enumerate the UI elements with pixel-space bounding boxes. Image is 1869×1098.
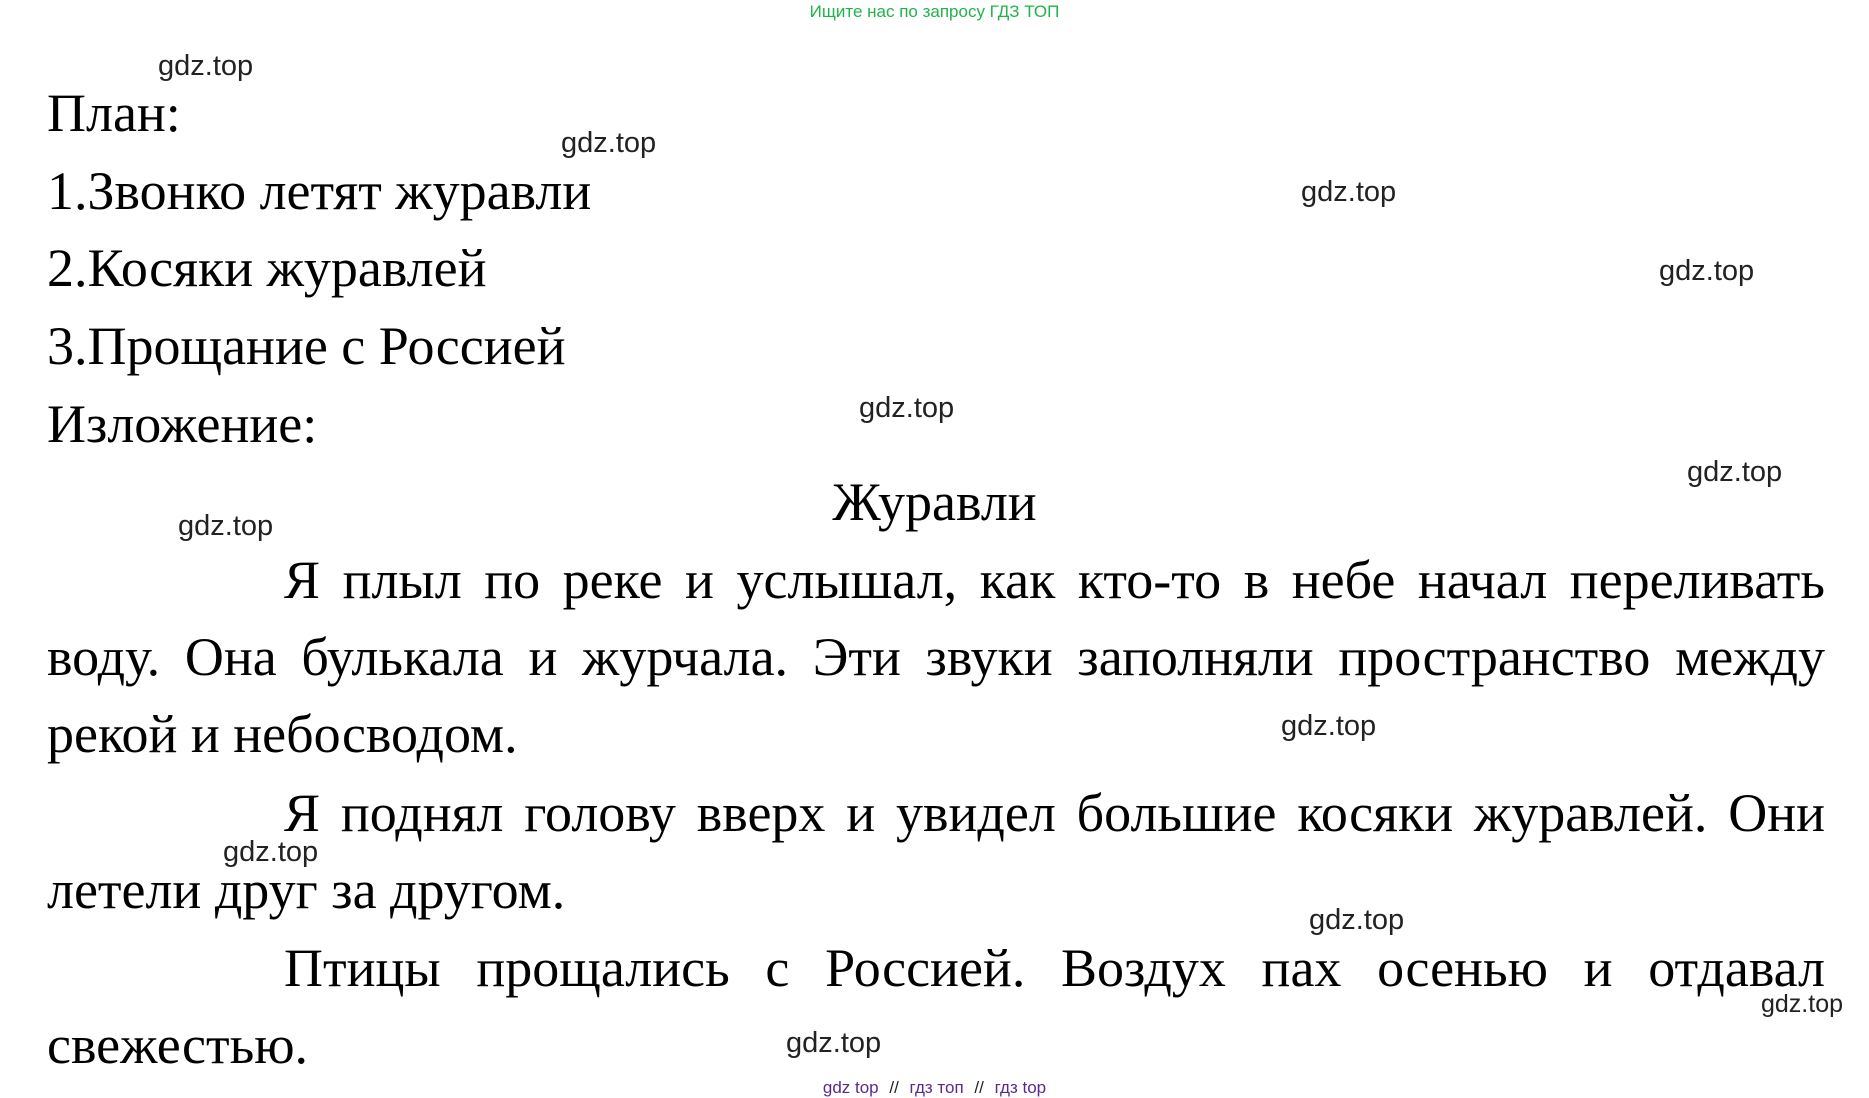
bottom-banner-item: гдз top xyxy=(994,1078,1047,1097)
watermark: gdz.top xyxy=(786,1027,882,1059)
essay-paragraph-1: Я плыл по реке и услышал, как кто-то в небе начал переливать воду. Она булькала и журчала. Эти звуки заполняли пространство между рекой и небосводом. xyxy=(47,550,1825,764)
top-banner: Ищите нас по запросу ГДЗ ТОП xyxy=(809,2,1060,21)
bottom-banner xyxy=(0,1078,1869,1098)
watermark: gdz.top xyxy=(859,392,955,424)
watermark: gdz.top xyxy=(158,50,254,82)
watermark: gdz.top xyxy=(1659,255,1755,287)
watermark: gdz.top xyxy=(1761,990,1844,1018)
watermark: gdz.top xyxy=(561,127,657,159)
essay-heading: Изложение: xyxy=(47,394,318,454)
plan-item-2: 2.Косяки журавлей xyxy=(47,238,487,298)
watermark: gdz.top xyxy=(1687,456,1783,488)
watermark: gdz.top xyxy=(1301,176,1397,208)
bottom-banner-item: гдз топ xyxy=(909,1078,964,1097)
bottom-banner-separator: // xyxy=(889,1078,899,1097)
bottom-banner-separator: // xyxy=(974,1078,984,1097)
watermark: gdz.top xyxy=(178,510,274,542)
bottom-banner-item: gdz top xyxy=(822,1078,879,1097)
plan-item-1: 1.Звонко летят журавли xyxy=(47,161,592,221)
plan-item-3: 3.Прощание с Россией xyxy=(47,316,566,376)
essay-paragraph-3: Птицы прощались с Россией. Воздух пах осенью и отдавал свежестью. xyxy=(47,938,1825,1075)
essay-title: Журавли xyxy=(832,472,1037,532)
plan-heading: План: xyxy=(47,83,181,143)
watermark: gdz.top xyxy=(1281,710,1377,742)
essay-paragraph-2: Я поднял голову вверх и увидел большие косяки журавлей. Они летели друг за другом. xyxy=(47,783,1825,920)
watermark: gdz.top xyxy=(1309,904,1405,936)
watermark: gdz.top xyxy=(223,836,319,868)
